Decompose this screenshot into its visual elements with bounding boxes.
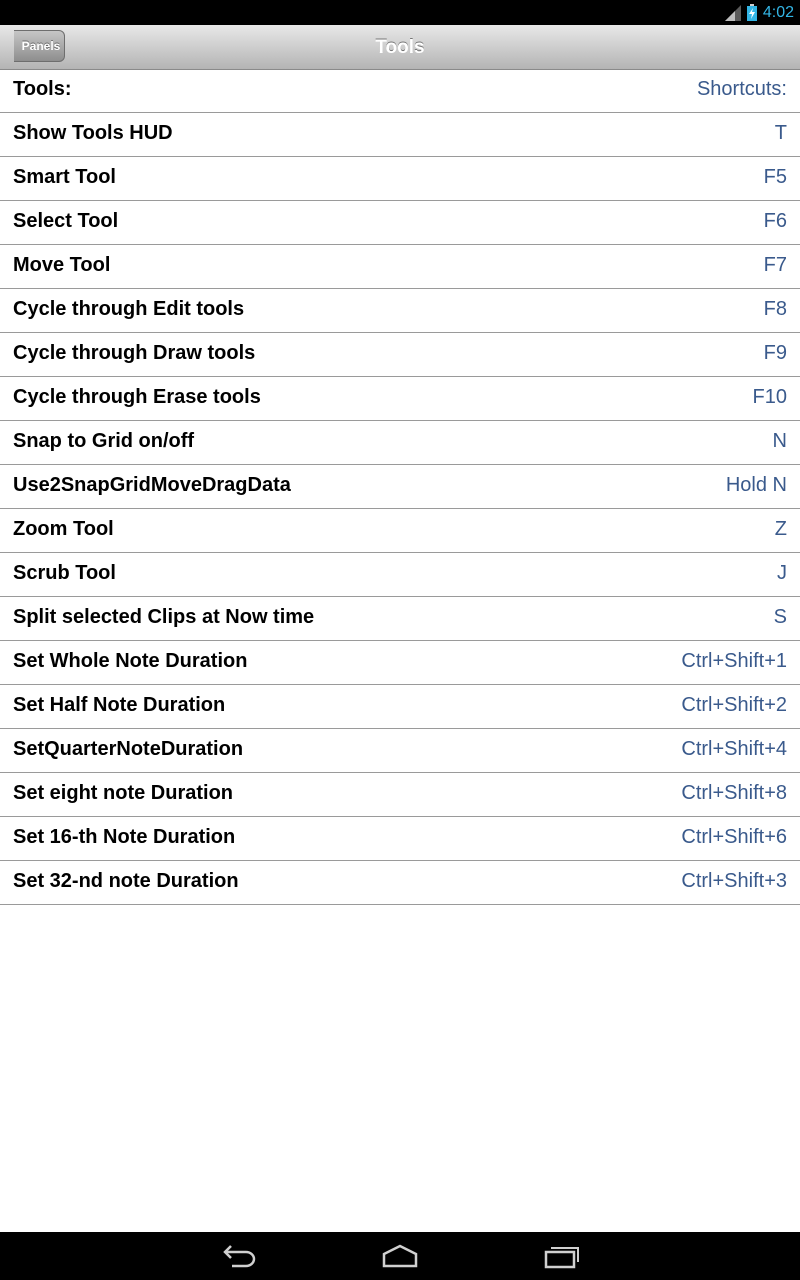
table-row[interactable] [0,421,800,465]
table-row[interactable] [0,289,800,333]
shortcut-key: Ctrl+Shift+3 [681,870,787,892]
shortcut-label: Set 32-nd note Duration [13,870,239,892]
shortcut-key: Ctrl+Shift+8 [681,782,787,804]
shortcut-label: Cycle through Erase tools [13,386,261,408]
table-row[interactable] [0,817,800,861]
shortcut-key: J [777,562,787,584]
shortcut-label: Snap to Grid on/off [13,430,195,452]
table-row[interactable] [0,553,800,597]
shortcut-key: Ctrl+Shift+4 [681,738,787,760]
table-row[interactable] [0,333,800,377]
shortcut-label: Scrub Tool [13,562,116,584]
table-row[interactable] [0,773,800,817]
back-arrow-icon[interactable] [218,1242,258,1270]
system-navigation-bar [0,1232,800,1280]
table-row[interactable] [0,861,800,905]
navigation-bar [0,25,800,70]
back-button-label: Panels [21,39,61,53]
table-row[interactable] [0,509,800,553]
shortcut-label: Cycle through Draw tools [13,342,256,364]
shortcut-key: F5 [763,166,787,188]
shortcut-key: Z [774,518,787,540]
back-button[interactable] [14,30,65,62]
recent-apps-icon[interactable] [542,1242,582,1270]
list-header-row [0,69,800,113]
table-row[interactable] [0,245,800,289]
shortcut-label: Smart Tool [13,166,116,188]
shortcut-key: S [773,606,787,628]
shortcut-label: Cycle through Edit tools [13,298,245,320]
table-row[interactable] [0,113,800,157]
list-header-value: Shortcuts: [696,78,787,100]
shortcut-label: Show Tools HUD [13,122,173,144]
status-icons [725,0,794,25]
table-row[interactable] [0,377,800,421]
status-time: 4:02 [762,3,794,21]
shortcut-label: Zoom Tool [13,518,114,540]
shortcut-key: F9 [763,342,787,364]
status-bar [0,0,800,25]
page-title: Tools [375,37,425,58]
list-header-label: Tools: [13,78,72,100]
table-row[interactable] [0,597,800,641]
shortcut-key: Ctrl+Shift+1 [681,650,787,672]
home-icon[interactable] [380,1242,420,1270]
table-row[interactable] [0,465,800,509]
shortcut-key: Ctrl+Shift+6 [681,826,787,848]
signal-icon [725,5,741,21]
shortcut-key: N [772,430,787,452]
shortcut-key: Hold N [725,474,787,496]
shortcut-key: F10 [752,386,787,408]
shortcut-label: Set 16-th Note Duration [13,826,236,848]
shortcut-key: F7 [763,254,787,276]
shortcut-label: SetQuarterNoteDuration [13,738,244,760]
table-row[interactable] [0,157,800,201]
table-row[interactable] [0,685,800,729]
battery-charging-icon [747,4,757,21]
table-row[interactable] [0,201,800,245]
shortcut-key: F6 [763,210,787,232]
shortcut-label: Use2SnapGridMoveDragData [13,474,291,496]
shortcut-label: Set Whole Note Duration [13,650,248,672]
shortcut-list [0,69,800,905]
shortcut-key: F8 [763,298,787,320]
shortcut-label: Set Half Note Duration [13,694,226,716]
shortcut-label: Move Tool [13,254,111,276]
shortcut-label: Select Tool [13,210,119,232]
shortcut-key: T [774,122,787,144]
shortcut-label: Split selected Clips at Now time [13,606,315,628]
table-row[interactable] [0,641,800,685]
shortcut-key: Ctrl+Shift+2 [681,694,787,716]
shortcut-label: Set eight note Duration [13,782,233,804]
table-row[interactable] [0,729,800,773]
